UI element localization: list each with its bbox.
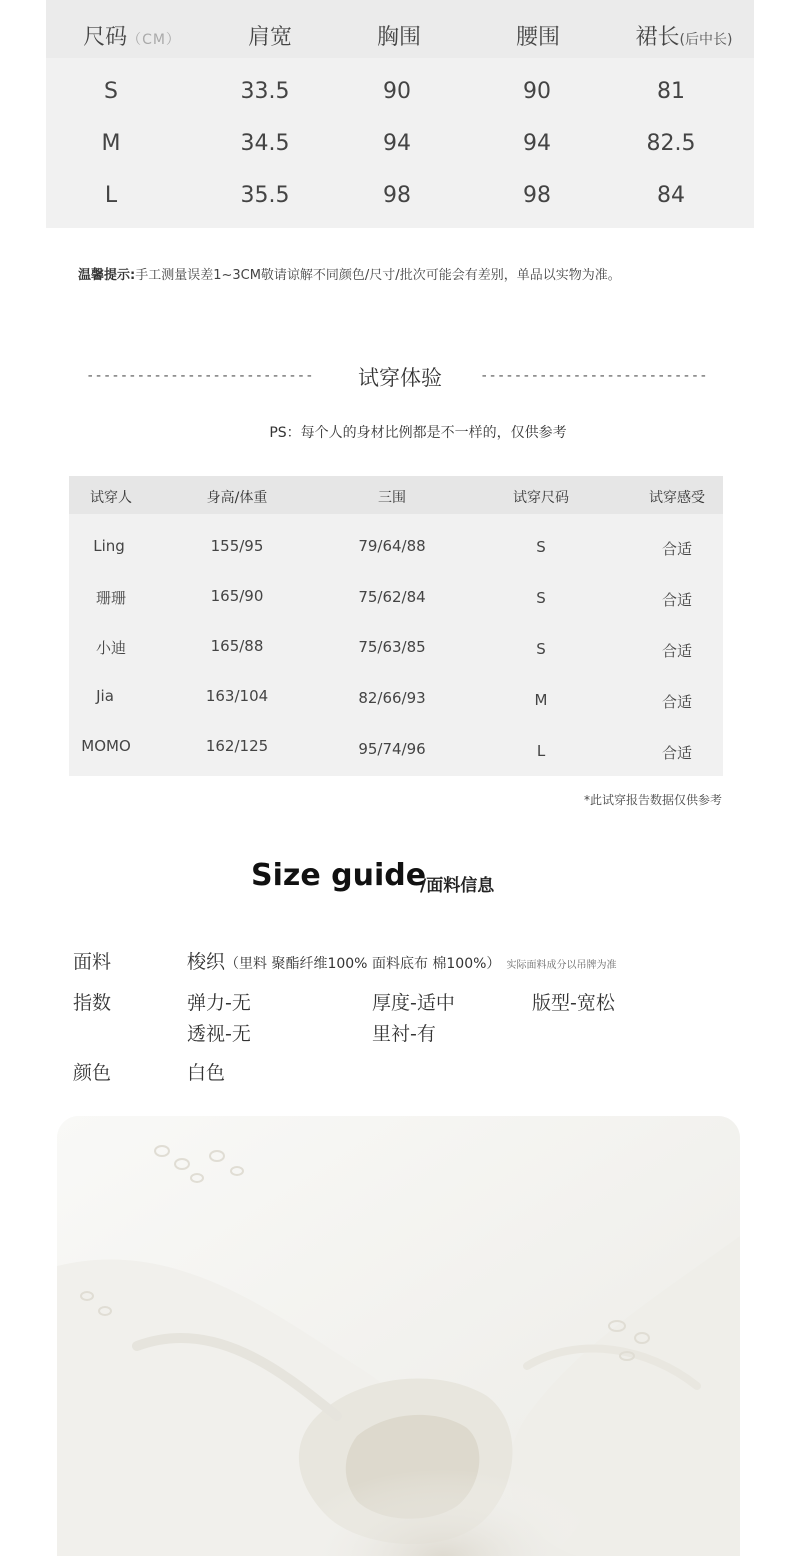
size-guide-subtitle: /面料信息 — [420, 876, 495, 896]
size-row-shoulder: 34.5 — [240, 131, 290, 156]
fit-value: 版型-宽松 — [532, 992, 615, 1014]
size-row-shoulder: 33.5 — [240, 79, 290, 104]
size-row-bust: 90 — [383, 79, 411, 104]
size-row-length: 81 — [657, 79, 685, 104]
size-row-length: 82.5 — [646, 131, 696, 156]
tryon-row-person: 小迪 — [95, 639, 127, 657]
size-column-header — [83, 20, 181, 51]
tryon-row-person: Ling — [93, 537, 125, 555]
tryon-row-measurements: 75/62/84 — [358, 588, 426, 606]
tryon-footnote: *此试穿报告数据仅供参考 — [583, 793, 722, 807]
tryon-row-feeling: 合适 — [661, 744, 693, 762]
tryon-row-size: M — [534, 691, 548, 709]
fabric-photo — [57, 1116, 740, 1556]
color-label: 颜色 — [73, 1062, 112, 1084]
tryon-row-feeling: 合适 — [661, 642, 693, 660]
tryon-row-person: 珊珊 — [95, 589, 127, 607]
tryon-row-size: S — [536, 589, 546, 607]
tryon-row-height-weight: 163/104 — [205, 687, 269, 705]
size-guide-title: Size guide — [251, 858, 427, 893]
tryon-row-measurements: 82/66/93 — [358, 689, 426, 707]
tryon-row-measurements: 75/63/85 — [358, 638, 426, 656]
size-row-bust: 94 — [383, 131, 411, 156]
length-column-header — [636, 20, 733, 51]
index-label: 指数 — [73, 992, 112, 1014]
title-divider-left: --------------------------- — [86, 368, 314, 384]
tryon-row-person: MOMO — [81, 737, 131, 755]
size-row-length: 84 — [657, 183, 685, 208]
tryon-ps-note: PS：每个人的身材比例都是不一样的，仅供参考 — [269, 425, 567, 441]
tryon-row-size: L — [536, 742, 546, 760]
tryon-row-height-weight: 162/125 — [205, 737, 269, 755]
thickness-value: 厚度-适中 — [372, 992, 455, 1014]
size-row-bust: 98 — [383, 183, 411, 208]
tryon-table — [69, 476, 723, 776]
color-value: 白色 — [187, 1062, 226, 1084]
tryon-row-height-weight: 165/90 — [210, 587, 264, 605]
length-column-note: (后中长) — [679, 32, 733, 48]
tryon-row-person: Jia — [96, 687, 114, 705]
fabric-note: 实际面料成分以吊牌为准 — [506, 960, 617, 971]
title-divider-right: --------------------------- — [480, 368, 708, 384]
notice-label: 温馨提示: — [78, 268, 136, 283]
fabric-label: 面料 — [73, 951, 112, 973]
tryon-row-feeling: 合适 — [661, 693, 693, 711]
tryon-row-height-weight: 155/95 — [210, 537, 264, 555]
size-row-size: M — [101, 131, 121, 156]
tryon-row-measurements: 79/64/88 — [358, 537, 426, 555]
fabric-detail: （里料 聚酯纤维100% 面料底布 棉100%） — [225, 956, 501, 972]
size-row-waist: 94 — [523, 131, 551, 156]
size-column-label: 尺码 — [83, 25, 128, 50]
shoulder-column-header: 肩宽 — [247, 25, 293, 50]
tryon-row-measurements: 95/74/96 — [358, 740, 426, 758]
size-column-header: 试穿尺码 — [513, 490, 569, 506]
tryon-row-size: S — [536, 538, 546, 556]
size-row-size: L — [104, 183, 118, 208]
feeling-column-header: 试穿感受 — [649, 490, 705, 506]
length-column-label: 裙长 — [635, 25, 680, 50]
tryon-row-feeling: 合适 — [661, 540, 693, 558]
bust-column-header: 胸围 — [376, 25, 422, 50]
person-column-header: 试穿人 — [90, 490, 132, 506]
size-row-waist: 98 — [523, 183, 551, 208]
size-table — [46, 0, 754, 228]
lining-value: 里衬-有 — [372, 1023, 436, 1045]
measurements-column-header: 三围 — [378, 490, 406, 506]
tryon-row-feeling: 合适 — [661, 591, 693, 609]
fabric-value: 梭织 — [187, 951, 226, 973]
elasticity-value: 弹力-无 — [187, 992, 251, 1014]
fabric-value-line — [187, 947, 616, 974]
size-row-waist: 90 — [523, 79, 551, 104]
tryon-section-title: 试穿体验 — [358, 366, 442, 390]
size-unit-label: （CM） — [127, 32, 181, 48]
size-row-size: S — [104, 79, 118, 104]
waist-column-header: 腰围 — [515, 25, 561, 50]
measurement-notice — [78, 264, 621, 283]
transparency-value: 透视-无 — [187, 1023, 251, 1045]
notice-text: 手工测量误差1~3CM敬请谅解不同颜色/尺寸/批次可能会有差别，单品以实物为准。 — [135, 268, 621, 283]
height-weight-column-header: 身高/体重 — [206, 490, 268, 506]
tryon-row-size: S — [536, 640, 546, 658]
tryon-row-height-weight: 165/88 — [210, 637, 264, 655]
size-row-shoulder: 35.5 — [240, 183, 290, 208]
